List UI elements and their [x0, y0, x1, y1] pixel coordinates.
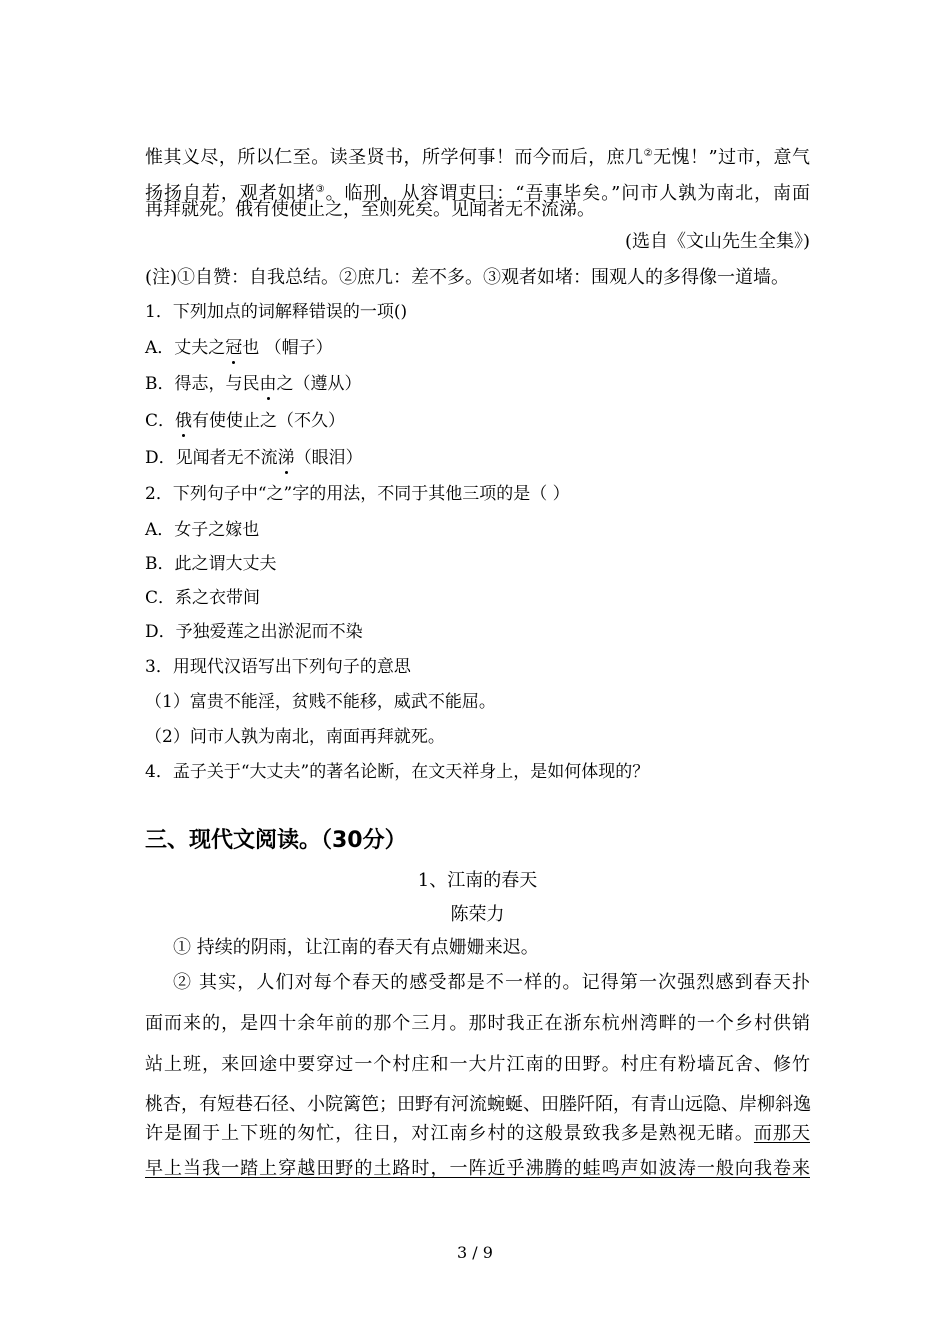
question-1-option-c: C．俄有使使止之（不久）	[145, 411, 346, 431]
question-3-item-2: （2）问市人孰为南北，南面再拜就死。	[145, 727, 445, 747]
question-2: 2．下列句子中“之”字的用法，不同于其他三项的是（ ）	[145, 484, 570, 504]
passage-line-2: 扬扬自若，观者如堵③。临刑，从容谓吏曰：“吾事毕矣。”问市人孰为南北，南面	[145, 183, 811, 204]
question-3-item-1: （1）富贵不能淫，贫贱不能移，威武不能屈。	[145, 692, 496, 712]
question-1-option-d: D．见闻者无不流涕（眼泪）	[145, 448, 363, 468]
passage-notes: (注)①自赞：自我总结。②庶几：差不多。③观者如堵：围观人的多得像一道墙。	[145, 267, 790, 288]
emphasis-dot-char: 俄	[175, 411, 193, 431]
question-2-option-a: A．女子之嫁也	[145, 520, 260, 540]
article-paragraph-2-line-3: 站上班，来回途中要穿过一个村庄和一大片江南的田野。村庄有粉墙瓦舍、修竹	[145, 1054, 810, 1075]
question-4: 4．孟子关于“大丈夫”的著名论断，在文天祥身上，是如何体现的？	[145, 762, 650, 782]
passage-line-3: 再拜就死。俄有使使止之，至则死矣。见闻者无不流涕。	[145, 199, 595, 220]
section-heading: 三、现代文阅读。（30分）	[145, 828, 407, 853]
passage-line-1: 惟其义尽，所以仁至。读圣贤书，所学何事！而今而后，庶几②无愧！”过市，意气	[145, 147, 811, 168]
question-3: 3．用现代汉语写出下列句子的意思	[145, 657, 411, 677]
question-2-option-d: D．予独爱莲之出淤泥而不染	[145, 622, 363, 642]
page-number: 3 / 9	[457, 1243, 493, 1262]
emphasis-dot-char: 冠	[225, 338, 243, 358]
emphasis-dot-char: 涕	[277, 448, 295, 468]
question-2-option-b: B．此之谓大丈夫	[145, 554, 277, 574]
article-paragraph-2-line-2: 面而来的，是四十余年前的那个三月。那时我正在浙东杭州湾畔的一个乡村供销	[145, 1013, 810, 1034]
article-author: 陈荣力	[450, 904, 505, 925]
question-1: 1．下列加点的词解释错误的一项()	[145, 302, 408, 322]
article-paragraph-2-line-4: 桃杏，有短巷石径、小院篱笆；田野有河流蜿蜒、田塍阡陌，有青山远隐、岸柳斜逸	[145, 1094, 811, 1115]
question-2-option-c: C．系之衣带间	[145, 588, 261, 608]
article-paragraph-1: ① 持续的阴雨，让江南的春天有点姗姗来迟。	[173, 937, 539, 958]
article-title: 1、江南的春天	[417, 870, 538, 891]
footnote-mark-2: ②	[643, 148, 654, 159]
underlined-sentence-line: 早上当我一踏上穿越田野的土路时，一阵近乎沸腾的蛙鸣声如波涛一般向我卷来	[145, 1158, 810, 1179]
question-1-option-b: B．得志，与民由之（遵从）	[145, 374, 362, 394]
emphasis-dot-char: 由	[259, 374, 277, 394]
underlined-sentence: 而那天	[753, 1123, 810, 1144]
article-paragraph-2-line-1: ② 其实，人们对每个春天的感受都是不一样的。记得第一次强烈感到春天扑	[173, 972, 810, 993]
article-paragraph-2-line-5: 许是囿于上下班的匆忙，往日，对江南乡村的这般景致我多是熟视无睹。而那天	[145, 1123, 810, 1144]
question-1-option-a: A．丈夫之冠也 （帽子）	[145, 338, 333, 358]
passage-source: (选自《文山先生全集》)	[624, 231, 810, 252]
footnote-mark-3: ③	[315, 184, 326, 195]
